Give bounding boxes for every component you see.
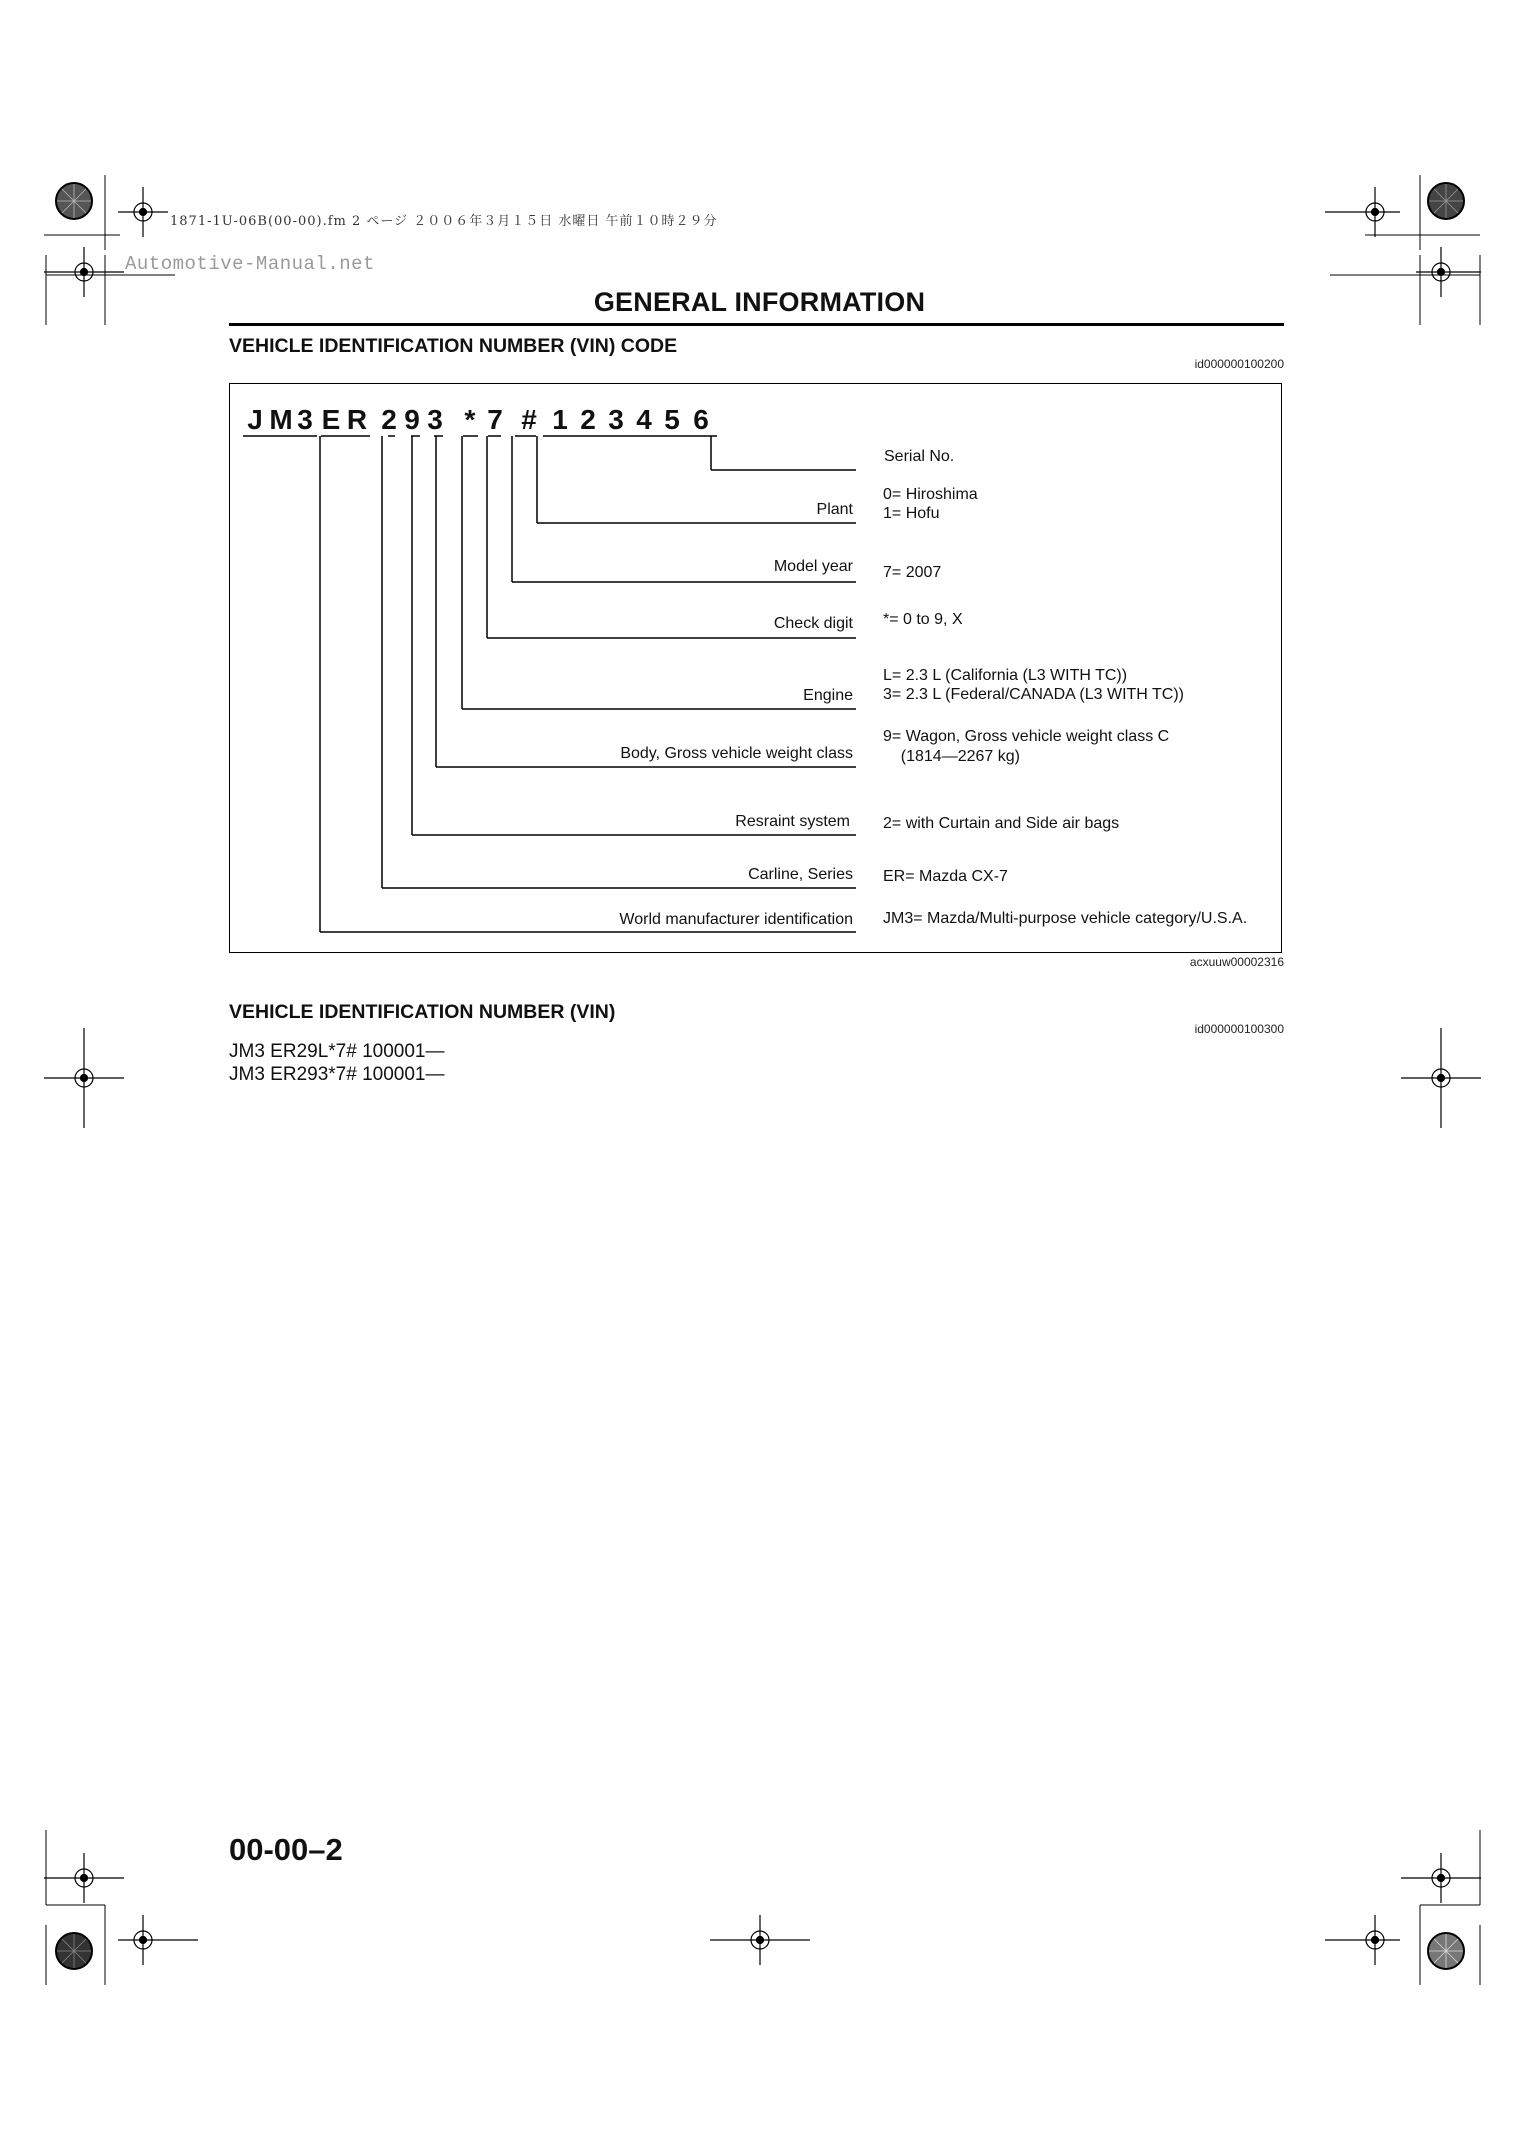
vin-char: 6 [693,404,709,435]
vin-title: VEHICLE IDENTIFICATION NUMBER (VIN) [229,1001,616,1023]
field-label-restraint: Resraint system [735,813,850,830]
vin-code-figure [229,383,1282,953]
vin-char: 7 [487,404,503,435]
vin-char: * [464,404,476,435]
vin-char: 4 [636,404,652,435]
vin-char: 2 [381,404,397,435]
field-label-plant: Plant [816,501,853,518]
page-number: 00-00–2 [229,1832,343,1867]
field-desc-plant: 0= Hiroshima 1= Hofu [883,486,978,522]
watermark: Automotive-Manual.net [125,253,375,275]
section-title: GENERAL INFORMATION [593,287,926,317]
field-label-check-digit: Check digit [773,615,853,632]
field-label-wmi: World manufacturer identification [619,911,853,928]
vin-char: 3 [297,404,313,435]
field-desc-model-year: 7= 2007 [883,564,942,581]
vin-code-doc-id: id000000100200 [1194,357,1284,371]
vin-char: J [247,404,263,435]
field-desc-engine: L= 2.3 L (California (L3 WITH TC)) 3= 2.3 L (Federal/CANADA (L3 WITH TC)) [883,667,1184,703]
field-desc-carline: ER= Mazda CX-7 [883,868,1008,885]
print-header: 1871-1U-06B(00-00).fm 2 ページ ２００６年３月１５日 水曜日 午前１０時２９分 [170,214,718,229]
vin-char: R [346,404,368,435]
title-rule [229,323,1284,326]
field-desc-check-digit: *= 0 to 9, X [883,611,963,628]
field-desc-restraint: 2= with Curtain and Side air bags [883,815,1120,832]
vin-line: JM3 ER293*7# 100001— [229,1064,445,1085]
vin-char: 3 [608,404,624,435]
vin-char: # [521,404,537,435]
vin-char: E [321,404,341,435]
field-desc-wmi: JM3= Mazda/Multi-purpose vehicle category/U.S.A. [883,910,1248,927]
field-label-carline: Carline, Series [748,866,853,883]
vin-doc-id: id000000100300 [1194,1022,1284,1036]
vin-char: 3 [427,404,443,435]
field-label-model-year: Model year [773,558,853,575]
vin-char: 9 [404,404,420,435]
vin-char: 1 [552,404,568,435]
vin-code-title: VEHICLE IDENTIFICATION NUMBER (VIN) CODE [229,335,678,357]
vin-char: M [269,404,293,435]
field-desc-serial: Serial No. [884,448,955,465]
field-desc-body: 9= Wagon, Gross vehicle weight class C (1814—2267 kg) [883,728,1170,765]
field-label-engine: Engine [803,687,853,704]
vin-char: 5 [664,404,680,435]
vin-char: 2 [580,404,596,435]
figure-id: acxuuw00002316 [1189,955,1284,969]
vin-line: JM3 ER29L*7# 100001— [229,1041,445,1062]
field-label-body: Body, Gross vehicle weight class [620,745,853,762]
